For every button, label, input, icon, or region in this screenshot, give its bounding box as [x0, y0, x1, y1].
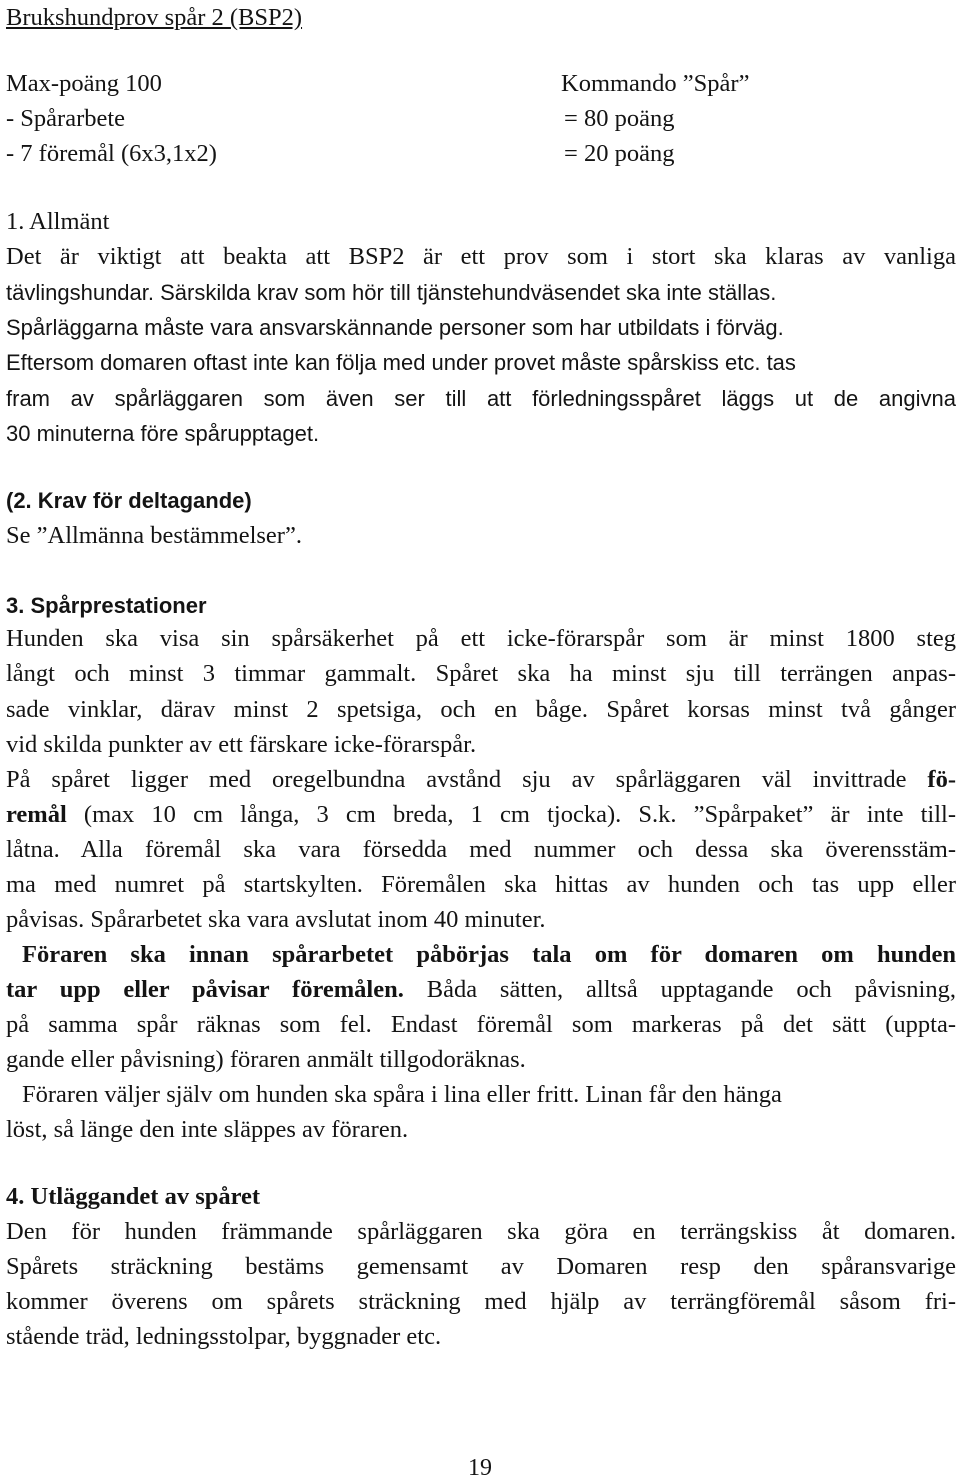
text-run-bold: fö- [927, 766, 956, 793]
paragraph-line: Hunden ska visa sin spårsäkerhet på ett icke-förarspår som är minst 1800 steg [6, 625, 956, 652]
section-2-heading: (2. Krav för deltagande) [6, 488, 252, 513]
section-3-heading: 3. Spårprestationer [6, 593, 207, 618]
text-run-bold: tar upp eller påvisar föremålen. [6, 976, 404, 1003]
page-number: 19 [468, 1455, 492, 1481]
points-row-value: = 20 poäng [564, 140, 675, 167]
points-row [6, 138, 956, 170]
points-row-value: = 80 poäng [564, 105, 675, 132]
points-row [6, 103, 956, 135]
points-row-label: - 7 föremål (6x3,1x2) [6, 140, 217, 167]
paragraph-line-bold: Föraren ska innan spårarbetet påbörjas tala om för domaren om hunden [22, 941, 956, 968]
paragraph-line: sade vinklar, därav minst 2 spetsiga, och en båge. Spåret korsas minst två gånger [6, 696, 956, 723]
paragraph-line: Spårets sträckning bestäms gemensamt av Domaren resp den spåransvarige [6, 1253, 956, 1280]
paragraph-line: löst, så länge den inte släppes av föraren. [6, 1116, 409, 1143]
paragraph-line: Den för hunden främmande spårläggaren ska göra en terrängskiss åt domaren. [6, 1218, 956, 1245]
paragraph-line: kommer överens om spårets sträckning med hjälp av terrängföremål såsom fri- [6, 1288, 956, 1315]
points-row-label: - Spårarbete [6, 105, 126, 132]
paragraph-line: Eftersom domaren oftast inte kan följa med under provet måste spårskiss etc. tas [6, 350, 796, 375]
paragraph-line [6, 799, 956, 831]
text-run: På spåret ligger med oregelbundna avstånd sju av spårläggaren väl invittrade [6, 766, 928, 793]
paragraph-line: stående träd, ledningsstolpar, byggnader etc. [6, 1323, 442, 1350]
paragraph-line: Se ”Allmänna bestämmelser”. [6, 522, 302, 549]
section-4-heading: 4. Utläggandet av spåret [6, 1183, 261, 1210]
paragraph-line: ma med numret på startskylten. Föremålen ska hittas av hunden och tas upp eller [6, 871, 956, 898]
paragraph-line: fram av spårläggaren som även ser till att förledningsspåret läggs ut de angivna [6, 386, 956, 411]
paragraph-line: låtna. Alla föremål ska vara försedda med nummer och dessa ska överensstäm- [6, 836, 956, 863]
text-run: Båda sätten, alltså upptagande och påvisning, [403, 976, 956, 1003]
paragraph-line: Det är viktigt att beakta att BSP2 är ett prov som i stort ska klaras av vanliga [6, 243, 956, 270]
paragraph-line: 30 minuterna före spårupptaget. [6, 421, 320, 446]
paragraph-line: tävlingshundar. Särskilda krav som hör till tjänstehundväsendet ska inte ställas. [6, 280, 777, 305]
document-title: Brukshundprov spår 2 (BSP2) [6, 4, 303, 31]
paragraph-line: långt och minst 3 timmar gammalt. Spåret ska ha minst sju till terrängen anpas- [6, 660, 956, 687]
max-points [6, 68, 956, 100]
text-run-bold: remål [6, 801, 67, 828]
max-points-label: Max-poäng 100 [6, 70, 162, 97]
paragraph-line: gande eller påvisning) föraren anmält tillgodoräknas. [6, 1046, 526, 1073]
paragraph-line: på samma spår räknas som fel. Endast föremål som markeras på det sätt (uppta- [6, 1011, 956, 1038]
paragraph-line [6, 974, 956, 1006]
paragraph-line: Spårläggarna måste vara ansvarskännande personer som har utbildats i förväg. [6, 315, 784, 340]
section-1-heading: 1. Allmänt [6, 208, 110, 235]
paragraph-line: påvisas. Spårarbetet ska vara avslutat inom 40 minuter. [6, 906, 546, 933]
paragraph-line: Föraren väljer själv om hunden ska spåra i lina eller fritt. Linan får den hänga [22, 1081, 782, 1108]
text-run: (max 10 cm långa, 3 cm breda, 1 cm tjocka). S.k. ”Spårpaket” är inte till- [66, 801, 956, 828]
paragraph-line: vid skilda punkter av ett färskare icke-förarspår. [6, 731, 477, 758]
command-label: Kommando ”Spår” [561, 70, 750, 97]
paragraph-line [6, 764, 956, 796]
